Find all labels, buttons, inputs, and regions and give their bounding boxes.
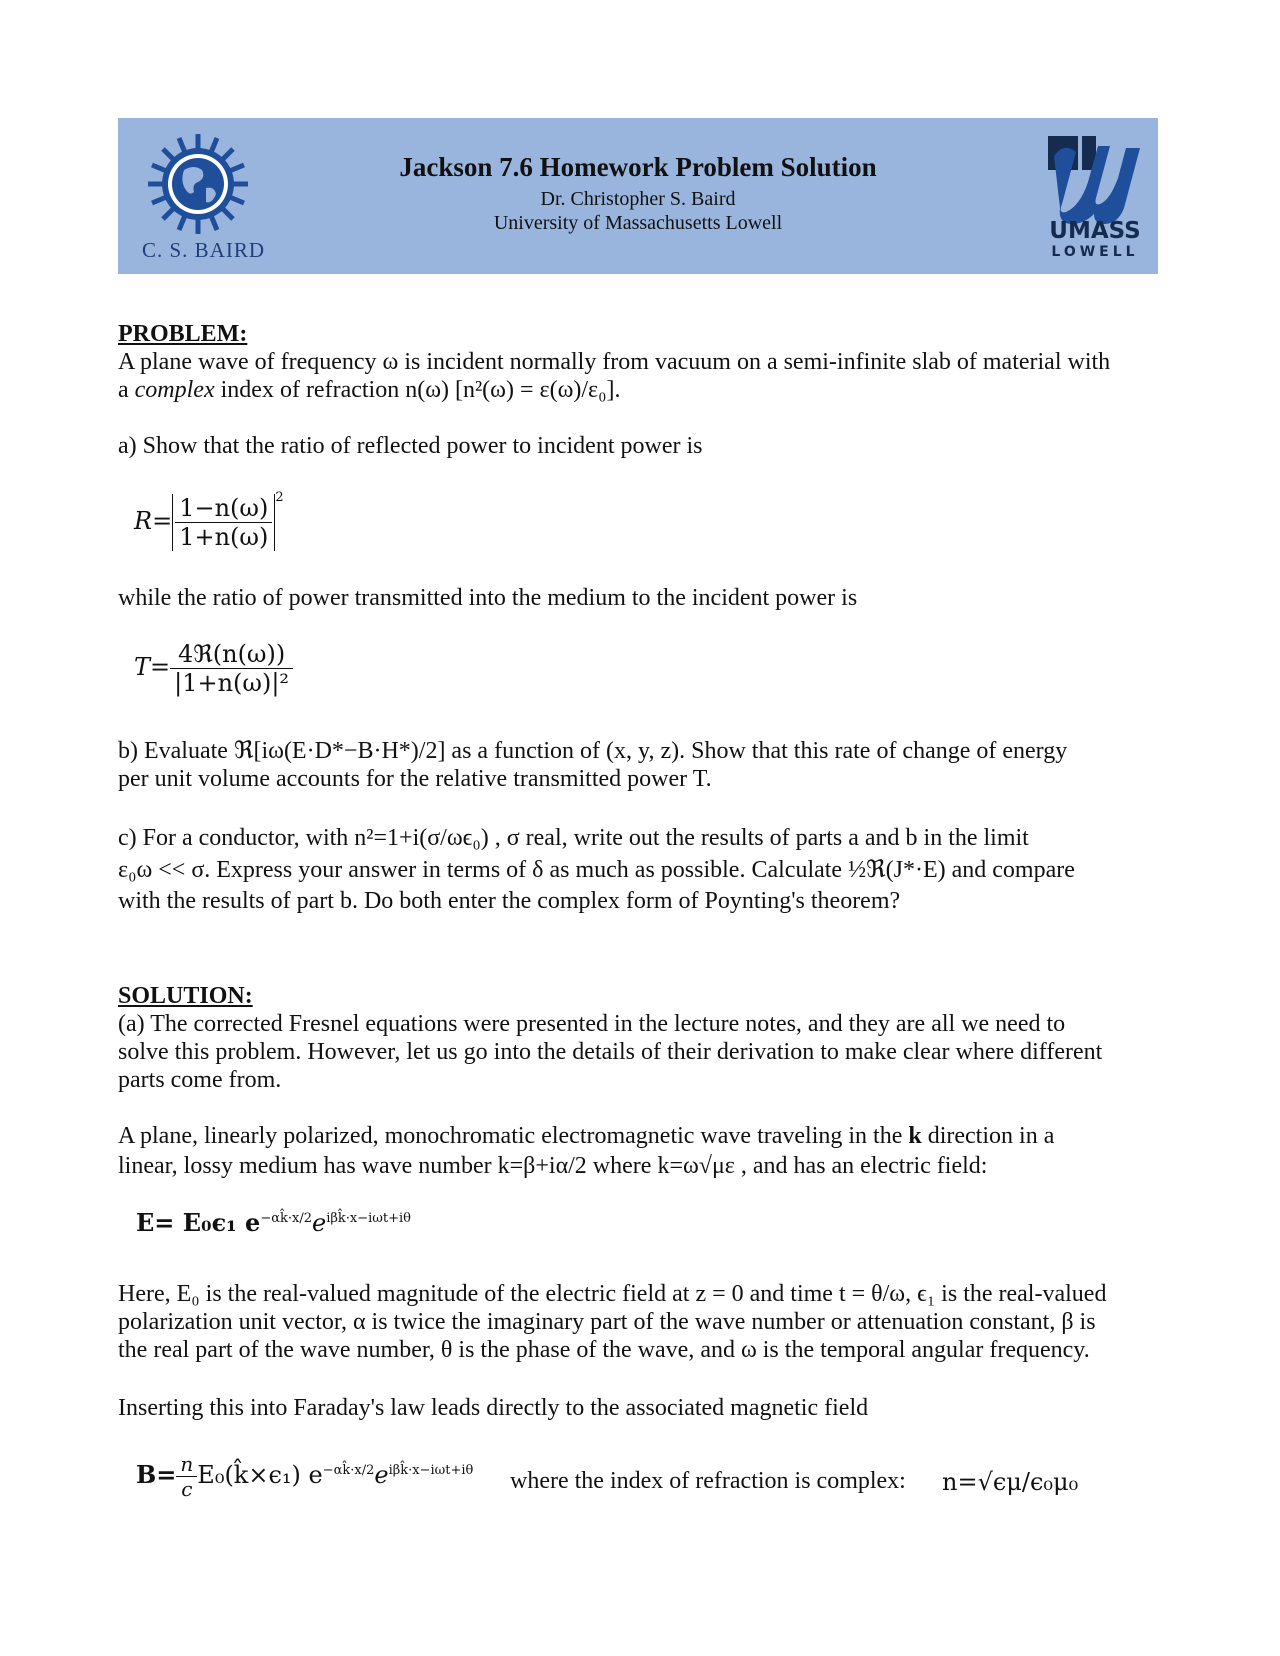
part-b-line-2: per unit volume accounts for the relative transmitted power T. — [118, 766, 712, 792]
solution-heading: SOLUTION: — [118, 983, 253, 1009]
equation-magnetic-field: B= $\frac{n}{c}$ E₀(k̂×ϵ₁) $e^{-\alpha k̂\cdot x/2}e^{i\beta k̂\cdot x-i\omega t+i\theta}$ — [136, 1452, 474, 1501]
lowell-logo-text: LOWELL — [1051, 244, 1139, 260]
part-c-line-1: c) For a conductor, with n²=1+i(σ/ωϵ₀) , σ real, write out the results of parts a and b in the limit — [118, 825, 1029, 851]
left-logo-text: C. S. BAIRD — [142, 238, 266, 262]
header-banner — [118, 118, 1158, 274]
transmitted-text: while the ratio of power transmitted into the medium to the incident power is — [118, 585, 858, 611]
solution-para1-line-3: parts come from. — [118, 1067, 282, 1093]
part-b-line-1: b) Evaluate ℜ[iω(E·D*−B·H*)/2] as a function of (x, y, z). Show that this rate of change of energy — [118, 738, 1068, 764]
part-c-line-3: with the results of part b. Do both enter the complex form of Poynting's theorem? — [118, 888, 901, 914]
solution-para2-line-1: A plane, linearly polarized, monochromatic electromagnetic wave traveling in the k direction in a — [118, 1123, 1055, 1149]
problem-intro-line-2: a complex index of refraction n(ω) [n²(ω) = ε(ω)/ε₀]. — [118, 377, 621, 403]
equation-transmittance: T= $\frac{\text{4ℜ(n(ω))}}{\text{|1+n(ω)|²}}$ — [134, 640, 293, 697]
part-c-line-2: ε₀ω << σ. Express your answer in terms of δ as much as possible. Calculate ½ℜ(J*·E) and compare — [118, 857, 1075, 883]
solution-para4: Inserting this into Faraday's law leads directly to the associated magnetic field — [118, 1395, 869, 1421]
index-of-refraction-note: where the index of refraction is complex: — [510, 1468, 906, 1494]
part-a-text: a) Show that the ratio of reflected power to incident power is — [118, 433, 703, 459]
problem-heading: PROBLEM: — [118, 321, 248, 347]
author-name: Dr. Christopher S. Baird — [540, 188, 736, 210]
problem-intro-line-1: A plane wave of frequency ω is incident normally from vacuum on a semi-infinite slab of material with — [118, 349, 1111, 375]
equation-index-of-refraction: n=√ϵμ/ϵ₀μ₀ — [942, 1468, 1079, 1496]
umass-logo-text: UMASS — [1049, 218, 1141, 244]
solution-para3-line-1: Here, E₀ is the real-valued magnitude of the electric field at z = 0 and time t = θ/ω, ϵ₁ is the real-valued — [118, 1281, 1107, 1307]
solution-para3-line-3: the real part of the wave number, θ is the phase of the wave, and ω is the temporal angular frequency. — [118, 1337, 1090, 1363]
university-name: University of Massachusetts Lowell — [493, 212, 783, 234]
solution-para1-line-1: (a) The corrected Fresnel equations were presented in the lecture notes, and they are all we need to — [118, 1011, 1066, 1037]
equation-electric-field: E= E₀ϵ₁ $e^{-\alpha k̂\cdot x/2}e^{i\beta k̂\cdot x-i\omega t+i\theta}$ — [136, 1208, 411, 1237]
solution-para2-line-2: linear, lossy medium has wave number k=β+iα/2 where k=ω√με , and has an electric field: — [118, 1153, 988, 1179]
umass-lowell-logo-icon — [1040, 136, 1150, 228]
equation-reflectance: R= $\frac{1-n(\omega)}{1+n(\omega)}$ $^2$ — [134, 490, 284, 551]
solution-para1-line-2: solve this problem. However, let us go into the details of their derivation to make clear where different — [118, 1039, 1103, 1065]
page-title: Jackson 7.6 Homework Problem Solution — [399, 152, 877, 182]
solution-para3-line-2: polarization unit vector, α is twice the imaginary part of the wave number or attenuation constant, β is — [118, 1309, 1096, 1335]
